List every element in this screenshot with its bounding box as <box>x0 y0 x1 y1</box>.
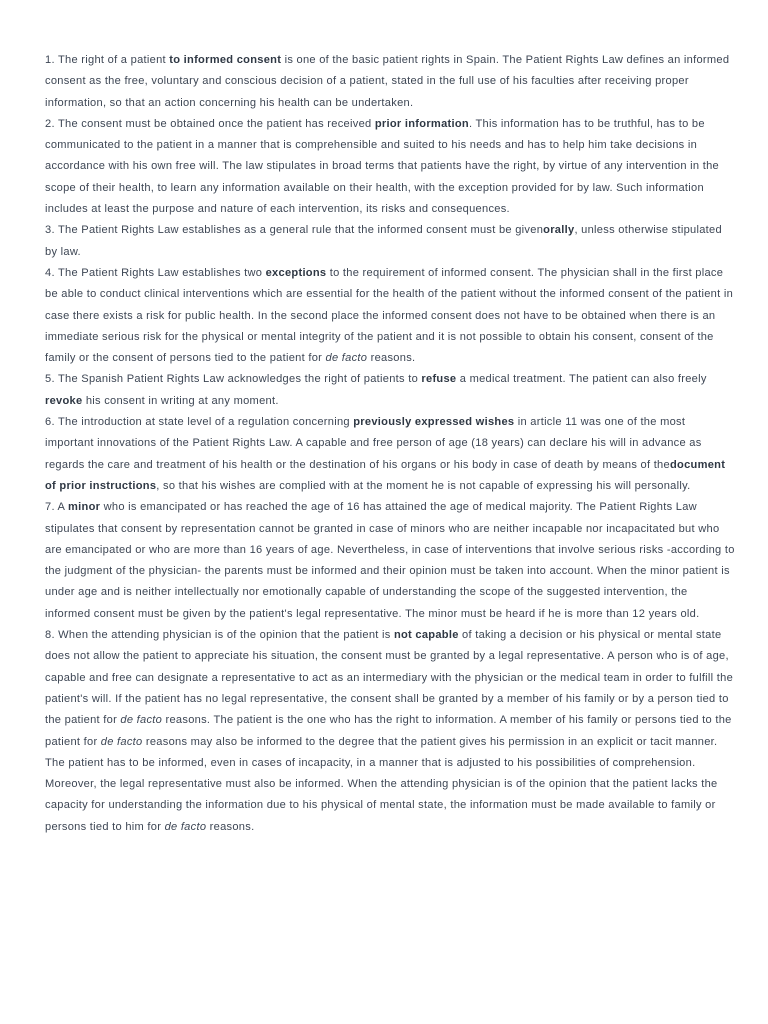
text-run: 1. The right of a patient <box>45 54 170 66</box>
paragraph-6 <box>45 412 735 497</box>
bold-term: previously expressed wishes <box>353 416 515 429</box>
text-run: reasons. <box>206 820 255 833</box>
bold-term: document of prior instructions <box>45 458 726 492</box>
text-run: in article 11 was one of the most important innovations of the Patient Rights Law. A capable and free person of age (18 years) can declare his will in advance as regards the care and treatment of his health or the destination of his organs or his body in case of death by means of the <box>45 416 702 471</box>
text-run: 4. The Patient Rights Law establishes two <box>45 266 266 279</box>
text-run: a medical treatment. The patient can also freely <box>456 373 707 386</box>
paragraph-1 <box>45 50 735 114</box>
text-run: reasons may also be informed to the degree that the patient gives his permission in an explicit or tacit manner. The patient has to be informed, even in cases of incapacity, in a manner that is adjusted to his possibilities of comprehension. Moreover, the legal representative must also be informed. When the attending physician is of the opinion that the patient lacks the capacity for understanding the information due to his physical of mental state, the information must be made available to family or persons tied to him for <box>45 735 718 833</box>
bold-term: refuse <box>421 373 457 386</box>
text-run: reasons. The patient is the one who has the right to information. A member of his family or persons tied to the patient for <box>45 714 732 748</box>
paragraph-7 <box>45 497 735 625</box>
paragraph-4 <box>45 263 735 369</box>
text-run: of taking a decision or his physical or mental state does not allow the patient to appreciate his situation, the consent must be granted by a legal representative. A person who is of age, capable and free can designate a representative to act as an intermediary with the physician or the medical team in order to fulfill the patient's will. If the patient has no legal representative, the consent shall be granted by a member of his family or by a person tied to the patient for <box>45 629 734 727</box>
italic-term: de facto <box>120 714 163 727</box>
bold-term: orally <box>543 224 575 237</box>
text-run: 2. The consent must be obtained once the patient has received <box>45 117 375 130</box>
paragraph-3 <box>45 220 735 263</box>
text-run: who is emancipated or has reached the age of 16 has attained the age of medical majority. The Patient Rights Law stipulates that consent by representation cannot be granted in case of minors who are neither incapable nor incapacitated but who are emancipated or who are more than 16 years of age. Nevertheless, in case of interventions that involve serious risks -according to the judgment of the physician- the parents must be informed and their opinion must be taken into account. When the minor patient is under age and is neither intellectually nor emotionally capable of understanding the scope of the suggested intervention, the informed consent must be given by the patient's legal representative. The minor must be heard if he is more than 12 years old. <box>45 501 735 620</box>
bold-term: not capable <box>393 629 459 642</box>
text-run: is one of the basic patient rights in Spain. The Patient Rights Law defines an informed consent as the free, voluntary and conscious decision of a patient, stated in the full use of his faculties after receiving proper information, so that an action concerning his health can be undertaken. <box>45 54 730 109</box>
text-run: 8. When the attending physician is of the opinion that the patient is <box>45 629 394 642</box>
text-run: , unless otherwise stipulated by law. <box>45 224 722 258</box>
bold-term: exceptions <box>265 266 327 279</box>
text-run: his consent in writing at any moment. <box>82 394 279 407</box>
text-run: 7. A <box>45 501 68 514</box>
bold-term: minor <box>68 501 101 514</box>
italic-term: de facto <box>325 352 368 365</box>
text-run: 6. The introduction at state level of a regulation concerning <box>45 416 354 429</box>
paragraph-8 <box>45 625 735 838</box>
document-body <box>45 50 735 838</box>
text-run: 3. The Patient Rights Law establishes as a general rule that the informed consent must be given <box>45 224 544 237</box>
italic-term: de facto <box>100 735 143 748</box>
italic-term: de facto <box>164 820 207 833</box>
bold-term: to informed consent <box>169 54 282 66</box>
text-run: to the requirement of informed consent. The physician shall in the first place be able to conduct clinical interventions which are essential for the health of the patient without the informed consent of the patient in case there exists a risk for public health. In the second place the informed consent does not have to be obtained when there is an immediate serious risk for the physical or mental integrity of the patient and it is not possible to obtain his consent, consent of the family or the consent of persons tied to the patient for <box>45 266 734 365</box>
paragraph-5 <box>45 369 735 412</box>
bold-term: prior information <box>374 117 469 130</box>
text-run: 5. The Spanish Patient Rights Law acknowledges the right of patients to <box>45 373 422 386</box>
text-run: , so that his wishes are complied with at the moment he is not capable of expressing his will personally. <box>156 479 691 492</box>
text-run: reasons. <box>367 352 416 365</box>
paragraph-2 <box>45 114 735 220</box>
bold-term: revoke <box>45 394 83 407</box>
text-run: . This information has to be truthful, has to be communicated to the patient in a manner that is comprehensible and suited to his needs and has to help him take decisions in accordance with his own free will. The law stipulates in broad terms that patients have the right, by virtue of any intervention in the scope of their health, to learn any information available on their health, with the exception provided for by law. Such information includes at least the purpose and nature of each intervention, its risks and consequences. <box>45 117 719 216</box>
